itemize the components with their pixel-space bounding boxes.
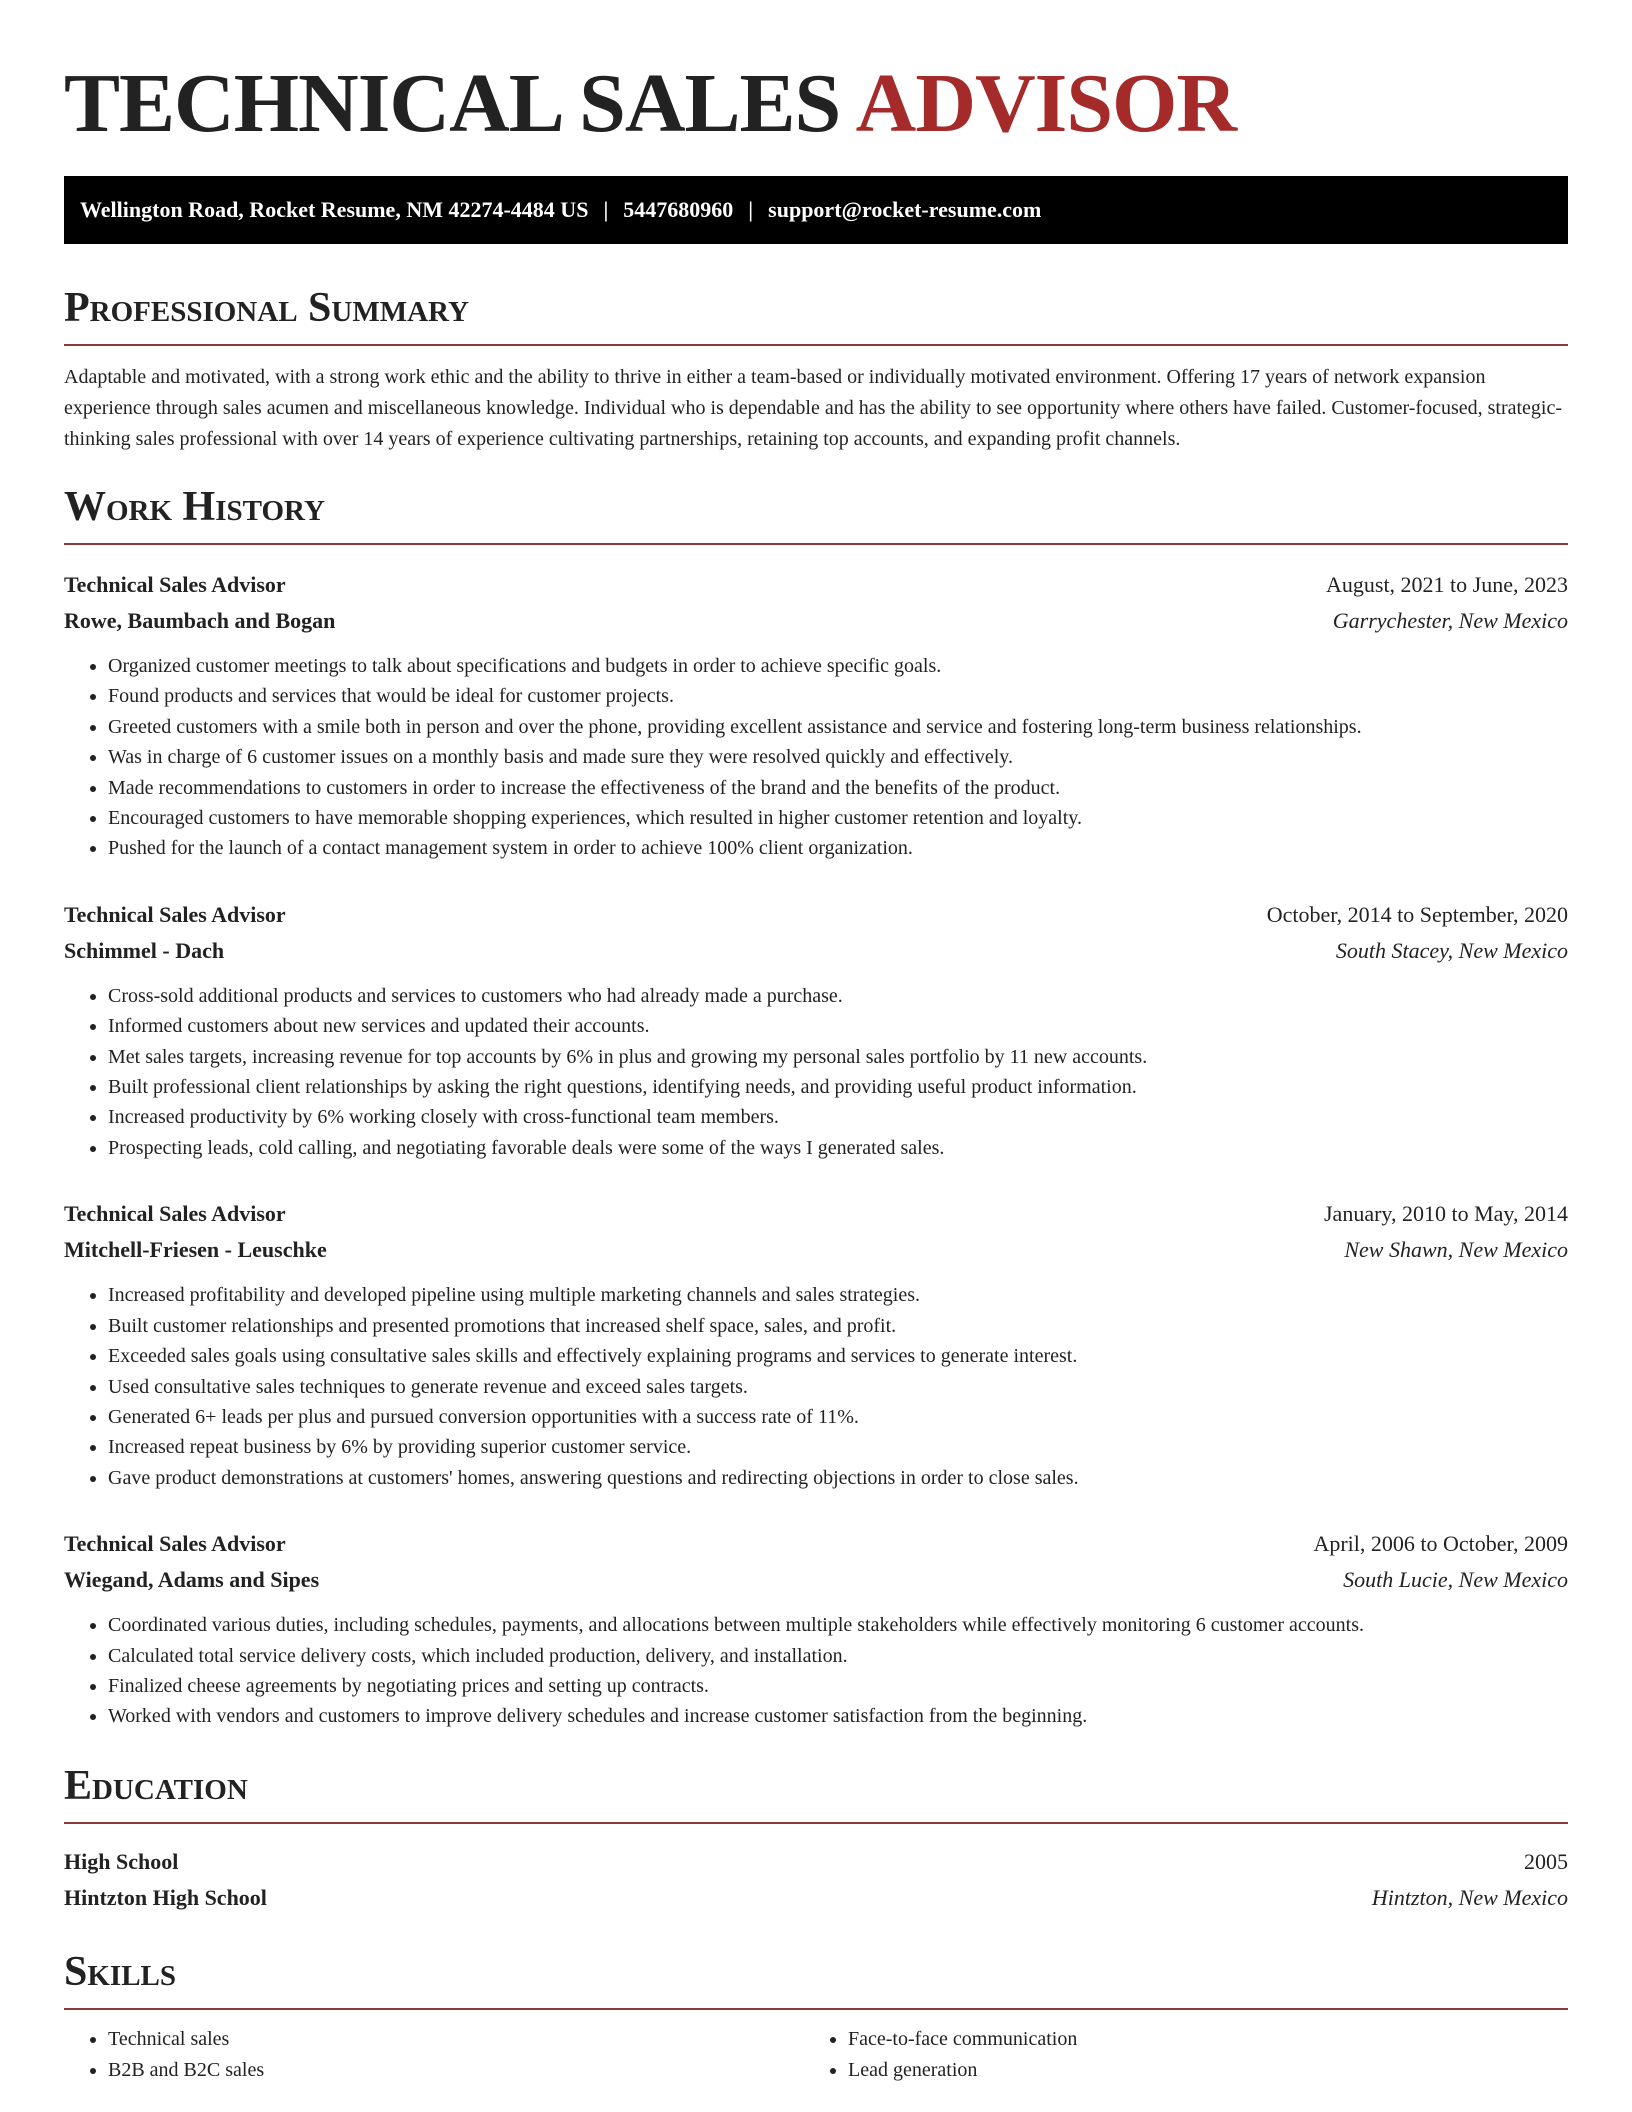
skill-item: • B2B and B2C sales [108, 2055, 804, 2086]
job-bullet: • Increased profitability and developed pipeline using multiple marketing channels and sales strategies. [108, 1280, 1568, 1310]
skills-list-left [64, 2024, 804, 2086]
job-bullet: • Worked with vendors and customers to improve delivery schedules and increase customer satisfaction from the beginning. [108, 1701, 1568, 1731]
job-bullet-list [64, 651, 1568, 864]
skills-columns [64, 2024, 1568, 2086]
summary-section [64, 282, 1568, 455]
job-company-row [64, 1232, 1568, 1268]
title-accent: ADVISOR [855, 57, 1237, 150]
job-location: South Lucie, New Mexico [1343, 1567, 1568, 1593]
job-bullet: • Encouraged customers to have memorable shopping experiences, which resulted in higher customer retention and loyalty. [108, 803, 1568, 833]
job-location: Garrychester, New Mexico [1332, 608, 1568, 633]
job-bullet: • Greeted customers with a smile both in person and over the phone, providing excellent assistance and service and fostering long-term business relationships. [108, 712, 1568, 742]
job-entry [64, 567, 1568, 864]
job-dates: April, 2006 to October, 2009 [1313, 1531, 1568, 1557]
job-company-row [64, 933, 1568, 969]
job-bullet: • Generated 6+ leads per plus and pursued conversion opportunities with a success rate of 11%. [108, 1402, 1568, 1432]
skill-item: • Technical sales [108, 2024, 804, 2055]
job-bullet-list [64, 1280, 1568, 1493]
job-location: South Stacey, New Mexico [1335, 937, 1568, 963]
work-history-section [64, 481, 1568, 1732]
education-header-row [64, 1844, 1568, 1880]
education-section [64, 1760, 1568, 1916]
job-bullet: • Increased productivity by 6% working closely with cross-functional team members. [108, 1102, 1568, 1132]
summary-text: Adaptable and motivated, with a strong work ethic and the ability to thrive in either a team-based or individually motivated environment. Offering 17 years of network expansion experience through sales acumen and miscellaneous knowledge. Individual who is dependable and has the ability to see opportunity where others have failed. Customer-focused, strategic-thinking sales professional with over 14 years of experience cultivating partnerships, retaining top accounts, and expanding profit channels. [64, 366, 1563, 450]
job-header-row [64, 1196, 1568, 1232]
job-bullet: • Pushed for the launch of a contact management system in order to achieve 100% client organization. [108, 833, 1568, 863]
section-divider [64, 2008, 1568, 2010]
job-bullet: • Finalized cheese agreements by negotiating prices and setting up contracts. [108, 1671, 1568, 1701]
section-heading: Skills [64, 1948, 177, 1995]
job-entry [64, 1196, 1568, 1493]
job-company: Schimmel - Dach [64, 937, 225, 963]
education-location: Hintzton, New Mexico [1371, 1884, 1568, 1910]
education-entry [64, 1844, 1568, 1916]
job-entry [64, 897, 1568, 1163]
job-dates: January, 2010 to May, 2014 [1324, 1201, 1568, 1227]
job-title: Technical Sales Advisor [64, 901, 286, 927]
job-title: Technical Sales Advisor [64, 1201, 286, 1227]
job-bullet-list [64, 981, 1568, 1163]
contact-bar [64, 176, 1568, 244]
education-school-row [64, 1880, 1568, 1916]
job-company-row [64, 1562, 1568, 1598]
job-company: Mitchell-Friesen - Leuschke [64, 1237, 327, 1263]
job-bullet: • Informed customers about new services and updated their accounts. [108, 1011, 1568, 1041]
job-bullet: • Exceeded sales goals using consultative sales skills and effectively explaining programs and services to generate interest. [108, 1341, 1568, 1371]
job-company: Wiegand, Adams and Sipes [64, 1567, 320, 1593]
skills-section [64, 1946, 1568, 2086]
skill-item: • Face-to-face communication [848, 2024, 1544, 2055]
job-header-row [64, 897, 1568, 933]
job-bullet: • Increased repeat business by 6% by providing superior customer service. [108, 1432, 1568, 1462]
job-bullet: • Built professional client relationships by asking the right questions, identifying needs, and providing useful product information. [108, 1072, 1568, 1102]
job-bullet: • Found products and services that would be ideal for customer projects. [108, 681, 1568, 711]
job-bullet: • Used consultative sales techniques to generate revenue and exceed sales targets. [108, 1372, 1568, 1402]
job-bullet: • Built customer relationships and presented promotions that increased shelf space, sales, and profit. [108, 1311, 1568, 1341]
contact-separator: | [748, 197, 754, 222]
job-title: Technical Sales Advisor [64, 572, 286, 597]
job-bullet: • Made recommendations to customers in order to increase the effectiveness of the brand and the benefits of the product. [108, 773, 1568, 803]
section-heading: Education [64, 1762, 248, 1809]
section-divider [64, 344, 1568, 346]
section-heading: Work History [64, 484, 325, 530]
section-divider [64, 543, 1568, 545]
contact-phone: 5447680960 [623, 197, 734, 222]
job-bullet: • Met sales targets, increasing revenue for top accounts by 6% in plus and growing my personal sales portfolio by 11 new accounts. [108, 1042, 1568, 1072]
contact-separator: | [603, 197, 609, 222]
contact-address: Wellington Road, Rocket Resume, NM 42274-4484 US [80, 197, 589, 222]
job-location: New Shawn, New Mexico [1344, 1237, 1568, 1263]
job-company: Rowe, Baumbach and Bogan [64, 608, 336, 633]
job-bullet: • Coordinated various duties, including schedules, payments, and allocations between multiple stakeholders while effectively monitoring 6 customer accounts. [108, 1610, 1568, 1640]
job-bullet: • Gave product demonstrations at customers' homes, answering questions and redirecting objections in order to close sales. [108, 1463, 1568, 1493]
job-dates: October, 2014 to September, 2020 [1266, 901, 1568, 927]
job-bullet: • Cross-sold additional products and services to customers who had already made a purchase. [108, 981, 1568, 1011]
skill-item: • Lead generation [848, 2055, 1544, 2086]
job-header-row [64, 567, 1568, 603]
resume-title [64, 56, 1568, 152]
contact-email[interactable]: support@rocket-resume.com [768, 197, 1042, 222]
education-degree: High School [64, 1848, 179, 1874]
job-bullet-list [64, 1610, 1568, 1732]
job-bullet: • Organized customer meetings to talk about specifications and budgets in order to achieve specific goals. [108, 651, 1568, 681]
job-header-row [64, 1526, 1568, 1562]
education-year: 2005 [1524, 1848, 1568, 1874]
job-bullet: • Prospecting leads, cold calling, and negotiating favorable deals were some of the ways I generated sales. [108, 1133, 1568, 1163]
education-school: Hintzton High School [64, 1884, 267, 1910]
section-heading: Professional Summary [64, 285, 469, 331]
section-divider [64, 1822, 1568, 1824]
skills-list-right [804, 2024, 1544, 2086]
job-dates: August, 2021 to June, 2023 [1326, 572, 1568, 597]
job-title: Technical Sales Advisor [64, 1531, 286, 1557]
job-company-row [64, 603, 1568, 639]
job-bullet: • Calculated total service delivery costs, which included production, delivery, and installation. [108, 1641, 1568, 1671]
job-entry [64, 1526, 1568, 1732]
title-main: TECHNICAL SALES [64, 57, 841, 150]
job-bullet: • Was in charge of 6 customer issues on a monthly basis and made sure they were resolved quickly and effectively. [108, 742, 1568, 772]
